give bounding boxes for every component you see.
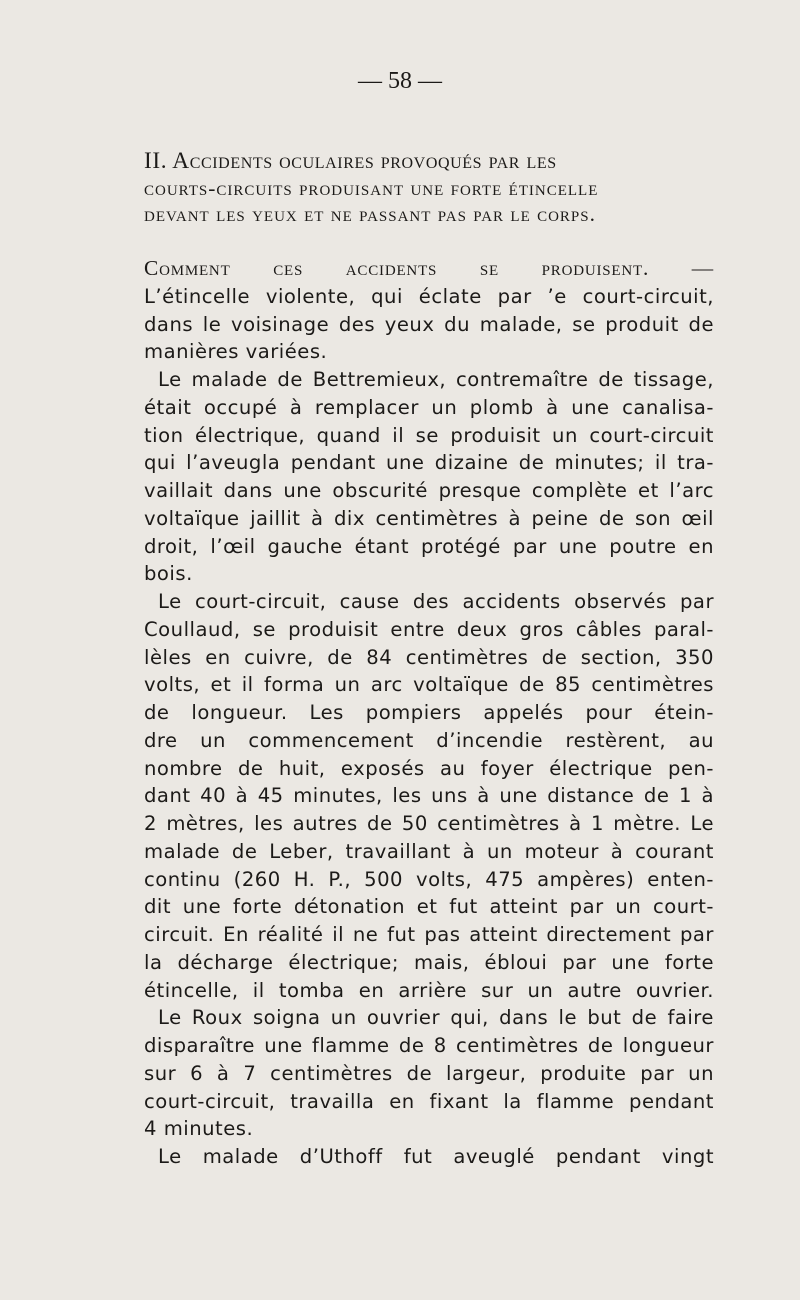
text-line: continu (260 H. P., 500 volts, 475 ampères) enten- <box>144 867 714 891</box>
text-line: nombre de huit, exposés au foyer électrique pen- <box>144 756 714 780</box>
text-line: 4 minutes. <box>144 1117 254 1141</box>
text-line: Le Roux soigna un ouvrier qui, dans le but de faire <box>158 1006 714 1030</box>
text-line: droit, l’œil gauche étant protégé par une poutre en <box>144 534 714 558</box>
text-line: dre un commencement d’incendie restèrent, au <box>144 728 714 752</box>
text-line: manières variées. <box>144 340 328 364</box>
text-line: malade de Leber, travaillant à un moteur à courant <box>144 839 714 863</box>
text-line: disparaître une flamme de 8 centimètres de longueur <box>144 1034 714 1057</box>
text-line: tion électrique, quand il se produisit un court-circuit <box>144 423 714 447</box>
text-line: qui l’aveugla pendant une dizaine de minutes; il tra- <box>144 451 714 475</box>
text-line: Coullaud, se produisit entre deux gros câbles paral- <box>144 617 714 641</box>
section-heading-line: II. Accidents oculaires provoqués par les <box>144 148 557 174</box>
text-line: sur 6 à 7 centimètres de largeur, produite par un <box>144 1061 714 1085</box>
text-line: Le malade de Bettremieux, contremaître de tissage, <box>158 368 714 391</box>
text-line: vaillait dans une obscurité presque complète et l’arc <box>144 479 714 502</box>
page-number: — 58 — <box>358 68 442 94</box>
text-line: lèles en cuivre, de 84 centimètres de section, 350 <box>144 645 714 669</box>
text-line: volts, et il forma un arc voltaïque de 85 centimètres <box>144 673 714 697</box>
text-line: dans le voisinage des yeux du malade, se produit de <box>144 312 714 336</box>
text-line: Le court-circuit, cause des accidents observés par <box>158 590 714 613</box>
text-line: bois. <box>144 562 193 586</box>
text-line: de longueur. Les pompiers appelés pour étein- <box>144 701 714 724</box>
text-line: voltaïque jaillit à dix centimètres à peine de son œil <box>144 506 714 530</box>
text-line: la décharge électrique; mais, ébloui par une forte <box>144 950 714 974</box>
subheading-line <box>144 255 714 283</box>
body-text <box>144 255 714 1171</box>
subheading: Comment ces accidents se produisent. — <box>144 256 714 280</box>
text-line: dit une forte détonation et fut atteint par un court- <box>144 895 714 919</box>
text-line: circuit. En réalité il ne fut pas atteint directement par <box>144 923 714 946</box>
section-heading-line: devant les yeux et ne passant pas par le corps. <box>144 202 596 226</box>
text-line: Le malade d’Uthoff fut aveuglé pendant vingt <box>158 1145 714 1168</box>
text-line: court-circuit, travailla en fixant la flamme pendant <box>144 1089 714 1113</box>
text-line: dant 40 à 45 minutes, les uns à une distance de 1 à <box>144 784 714 808</box>
text-line: était occupé à remplacer un plomb à une canalisa- <box>144 395 714 419</box>
text-line: 2 mètres, les autres de 50 centimètres à 1 mètre. Le <box>144 812 714 835</box>
text-line: étincelle, il tomba en arrière sur un autre ouvrier. <box>144 978 714 1002</box>
text-line: L’étincelle violente, qui éclate par ’e court-circuit, <box>144 284 714 308</box>
section-heading <box>144 148 709 227</box>
section-heading-line: courts-circuits produisant une forte étincelle <box>144 176 599 200</box>
